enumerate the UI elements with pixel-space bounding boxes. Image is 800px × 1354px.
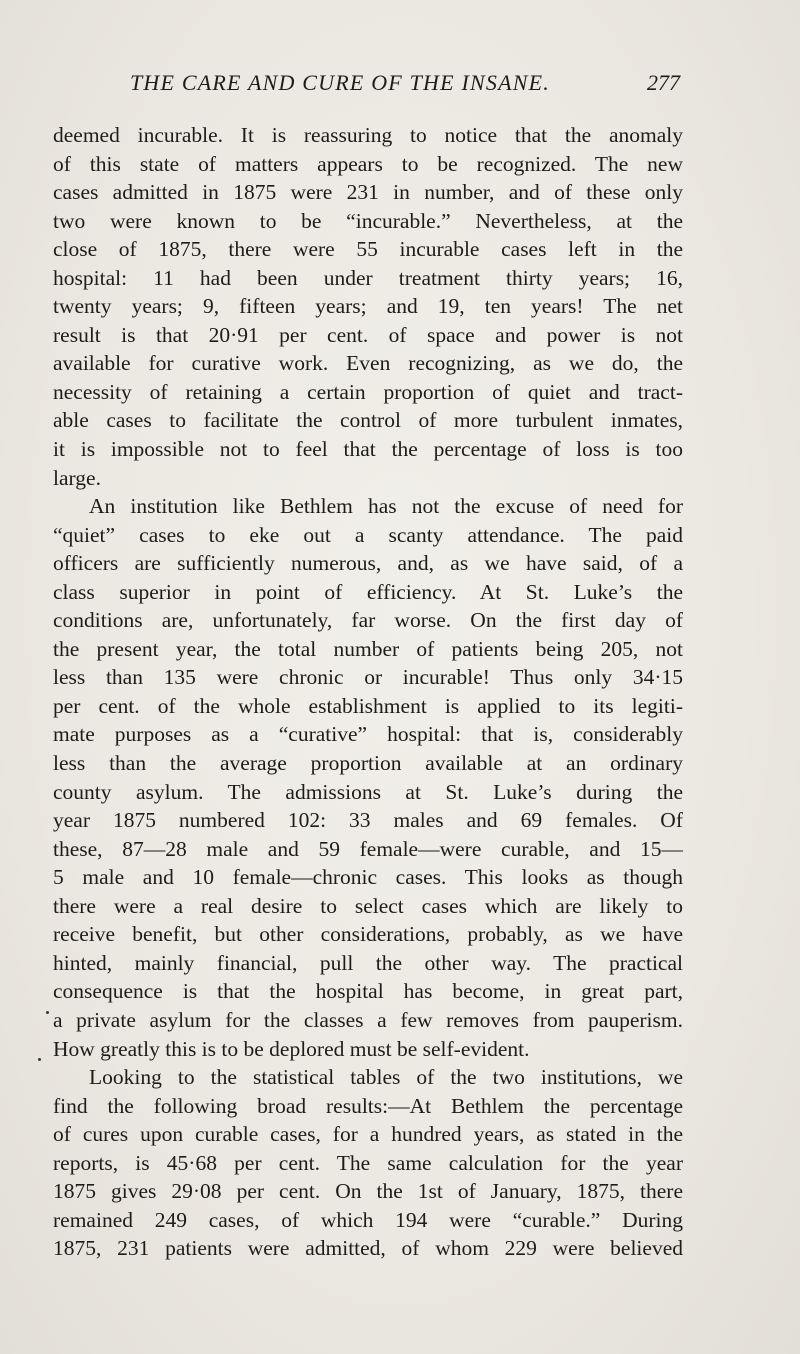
text-line: available for curative work. Even recognizing, as we do, the: [53, 351, 683, 376]
text-line: less than 135 were chronic or incurable! Thus only 34·15: [53, 665, 683, 690]
text-line: 1875 gives 29·08 per cent. On the 1st of January, 1875, there: [53, 1179, 683, 1204]
paragraph-start-line: An institution like Bethlem has not the excuse of need for: [89, 494, 683, 519]
text-line: 1875, 231 patients were admitted, of whom 229 were believed: [53, 1236, 683, 1261]
text-line: result is that 20·91 per cent. of space and power is not: [53, 322, 683, 347]
running-head: THE CARE AND CURE OF THE INSANE.: [130, 70, 550, 95]
text-line: close of 1875, there were 55 incurable cases left in the: [53, 237, 683, 262]
text-line: 5 male and 10 female—chronic cases. This looks as though: [53, 865, 683, 890]
page-header: [120, 70, 680, 104]
text-line: class superior in point of efficiency. At St. Luke’s the: [53, 579, 683, 604]
body-text: [53, 121, 683, 1263]
page-number: 277: [647, 70, 680, 95]
text-line: a private asylum for the classes a few removes from pauperism.: [53, 1007, 683, 1032]
text-line: the present year, the total number of patients being 205, not: [53, 636, 683, 661]
text-line: consequence is that the hospital has become, in great part,: [53, 979, 683, 1004]
text-line: hinted, mainly financial, pull the other way. The practical: [53, 950, 683, 975]
text-line: twenty years; 9, fifteen years; and 19, ten years! The net: [53, 294, 683, 319]
text-line: remained 249 cases, of which 194 were “curable.” During: [53, 1207, 683, 1232]
text-line: reports, is 45·68 per cent. The same calculation for the year: [53, 1150, 683, 1175]
text-line: per cent. of the whole establishment is applied to its legiti-: [53, 693, 683, 718]
text-line: hospital: 11 had been under treatment thirty years; 16,: [53, 265, 683, 290]
text-line: county asylum. The admissions at St. Luke’s during the: [53, 779, 683, 804]
text-line: deemed incurable. It is reassuring to notice that the anomaly: [53, 123, 683, 147]
text-line: large.: [53, 465, 101, 490]
text-line: “quiet” cases to eke out a scanty attendance. The paid: [53, 522, 683, 547]
text-line: How greatly this is to be deplored must be self-evident.: [53, 1036, 530, 1061]
text-line: conditions are, unfortunately, far worse. On the first day of: [53, 608, 683, 633]
text-line: of this state of matters appears to be recognized. The new: [53, 151, 683, 176]
text-line: necessity of retaining a certain proportion of quiet and tract-: [53, 379, 683, 404]
text-line: of cures upon curable cases, for a hundred years, as stated in the: [53, 1122, 683, 1147]
paragraph-start-line: Looking to the statistical tables of the two institutions, we: [89, 1065, 683, 1090]
text-line: less than the average proportion available at an ordinary: [53, 751, 683, 776]
text-line: find the following broad results:—At Bethlem the percentage: [53, 1093, 683, 1118]
text-line: officers are sufficiently numerous, and, as we have said, of a: [53, 551, 683, 576]
text-line: year 1875 numbered 102: 33 males and 69 females. Of: [53, 808, 683, 833]
text-line: able cases to facilitate the control of more turbulent inmates,: [53, 408, 683, 433]
text-line: it is impossible not to feel that the percentage of loss is too: [53, 437, 683, 462]
text-line: mate purposes as a “curative” hospital: that is, considerably: [53, 722, 683, 747]
ink-speck: [46, 1011, 49, 1014]
text-line: two were known to be “incurable.” Nevertheless, at the: [53, 208, 683, 233]
text-line: there were a real desire to select cases which are likely to: [53, 893, 683, 918]
text-line: cases admitted in 1875 were 231 in number, and of these only: [53, 180, 683, 205]
ink-speck: [38, 1058, 41, 1061]
text-line: these, 87—28 male and 59 female—were curable, and 15—: [53, 836, 683, 861]
text-line: receive benefit, but other considerations, probably, as we have: [53, 922, 683, 947]
